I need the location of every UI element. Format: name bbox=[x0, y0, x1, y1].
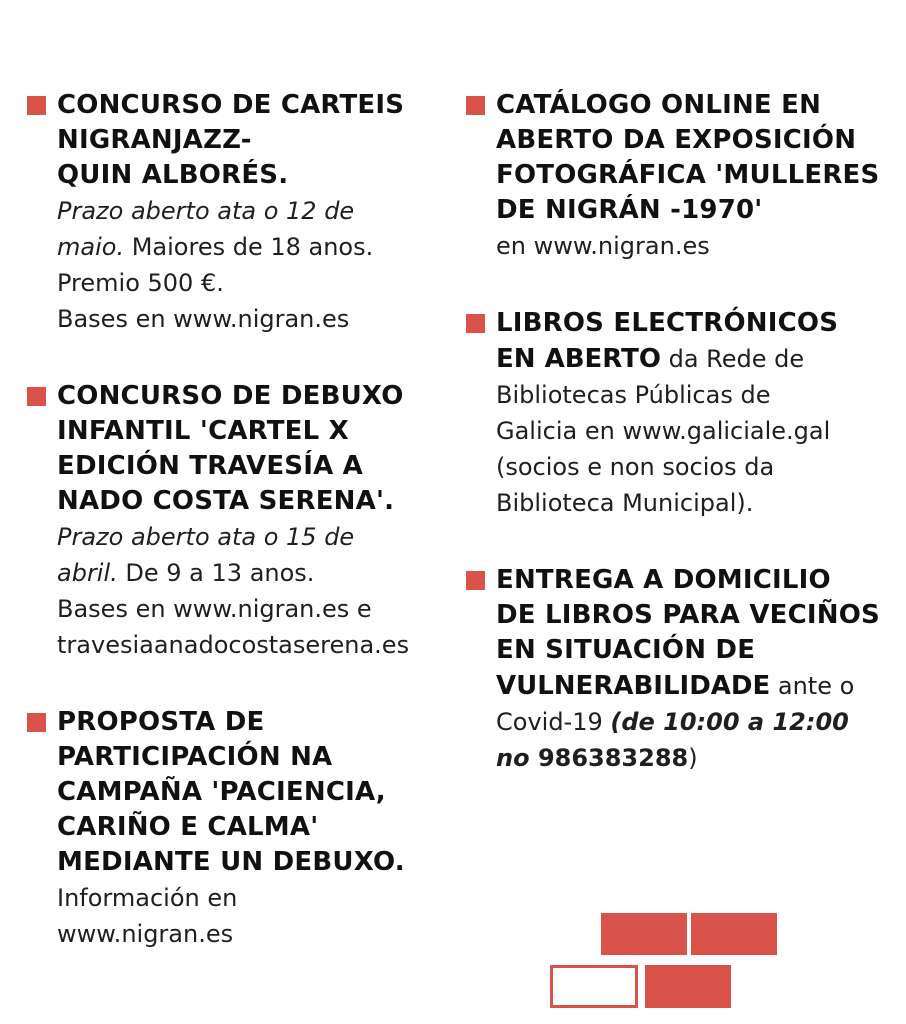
bases-text: travesiaanadocostaserena.es bbox=[57, 631, 410, 659]
body-text: Galicia en www.galiciale.gal bbox=[496, 417, 831, 445]
entry-libros-electronicos bbox=[466, 306, 896, 521]
deadline-text: maio. bbox=[57, 233, 125, 261]
prize-text: Premio 500 €. bbox=[57, 269, 224, 297]
age-text: Maiores de 18 anos. bbox=[124, 233, 374, 261]
entry-body bbox=[496, 668, 896, 776]
decorative-block-outline bbox=[550, 965, 638, 1008]
entry-body bbox=[496, 341, 896, 521]
hours-text: no bbox=[496, 744, 538, 772]
entry-entrega-domicilio bbox=[466, 563, 896, 776]
entry-concurso-debuxo bbox=[27, 379, 457, 663]
right-column bbox=[466, 88, 896, 776]
entry-title: CONCURSO DE DEBUXO INFANTIL 'CARTEL X EDICIÓN TRAVESÍA A NADO COSTA SERENA'. bbox=[57, 381, 404, 516]
bases-text: Bases en www.nigran.es bbox=[57, 305, 350, 333]
decorative-block bbox=[645, 965, 731, 1008]
entry-body bbox=[496, 228, 896, 264]
bullet-square-icon bbox=[466, 96, 485, 115]
phone-number: 986383288 bbox=[537, 744, 689, 772]
body-text: Bibliotecas Públicas de bbox=[496, 381, 771, 409]
body-text: da Rede de bbox=[660, 345, 805, 373]
entry-title: ENTREGA A DOMICILIO DE LIBROS PARA VECIÑOS EN SITUACIÓN DE bbox=[496, 565, 880, 665]
info-text: Información en bbox=[57, 884, 238, 912]
deadline-text: Prazo aberto ata o 12 de bbox=[57, 197, 355, 225]
entry-body bbox=[57, 519, 457, 663]
bullet-square-icon bbox=[466, 314, 485, 333]
bases-text: Bases en www.nigran.es e bbox=[57, 595, 372, 623]
entry-title: LIBROS ELECTRÓNICOS bbox=[496, 308, 839, 338]
entry-title: PROPOSTA DE PARTICIPACIÓN NA CAMPAÑA 'PACIENCIA, CARIÑO E CALMA' MEDIANTE UN DEBUXO. bbox=[57, 707, 405, 877]
entry-title: VULNERABILIDADE bbox=[496, 671, 771, 701]
decorative-block bbox=[691, 913, 777, 955]
deadline-text: Prazo aberto ata o 15 de bbox=[57, 523, 355, 551]
entry-concurso-carteis bbox=[27, 88, 457, 337]
body-text: (socios e non socios da bbox=[496, 453, 775, 481]
entry-title: CATÁLOGO ONLINE EN ABERTO DA EXPOSICIÓN FOTOGRÁFICA 'MULLERES DE NIGRÁN -1970' bbox=[496, 90, 880, 225]
body-text: Covid-19 bbox=[496, 708, 611, 736]
entry-proposta-participacion bbox=[27, 705, 457, 952]
decorative-block bbox=[601, 913, 687, 955]
entry-body bbox=[57, 193, 457, 337]
entry-body bbox=[57, 880, 457, 952]
bullet-square-icon bbox=[27, 96, 46, 115]
bullet-square-icon bbox=[27, 713, 46, 732]
body-text: ) bbox=[688, 744, 698, 772]
body-text: Biblioteca Municipal). bbox=[496, 489, 754, 517]
age-text: De 9 a 13 anos. bbox=[117, 559, 315, 587]
deadline-text: abril. bbox=[57, 559, 118, 587]
bullet-square-icon bbox=[27, 387, 46, 406]
entry-catalogo-online bbox=[466, 88, 896, 264]
hours-text: (de 10:00 a 12:00 bbox=[610, 708, 849, 736]
bullet-square-icon bbox=[466, 571, 485, 590]
link-text: en www.nigran.es bbox=[496, 232, 710, 260]
entry-title: CONCURSO DE CARTEIS NIGRANJAZZ- QUIN ALBORÉS. bbox=[57, 90, 405, 190]
body-text: ante o bbox=[770, 672, 855, 700]
entry-title: EN ABERTO bbox=[496, 344, 661, 374]
info-text: www.nigran.es bbox=[57, 920, 234, 948]
left-column bbox=[27, 88, 457, 952]
